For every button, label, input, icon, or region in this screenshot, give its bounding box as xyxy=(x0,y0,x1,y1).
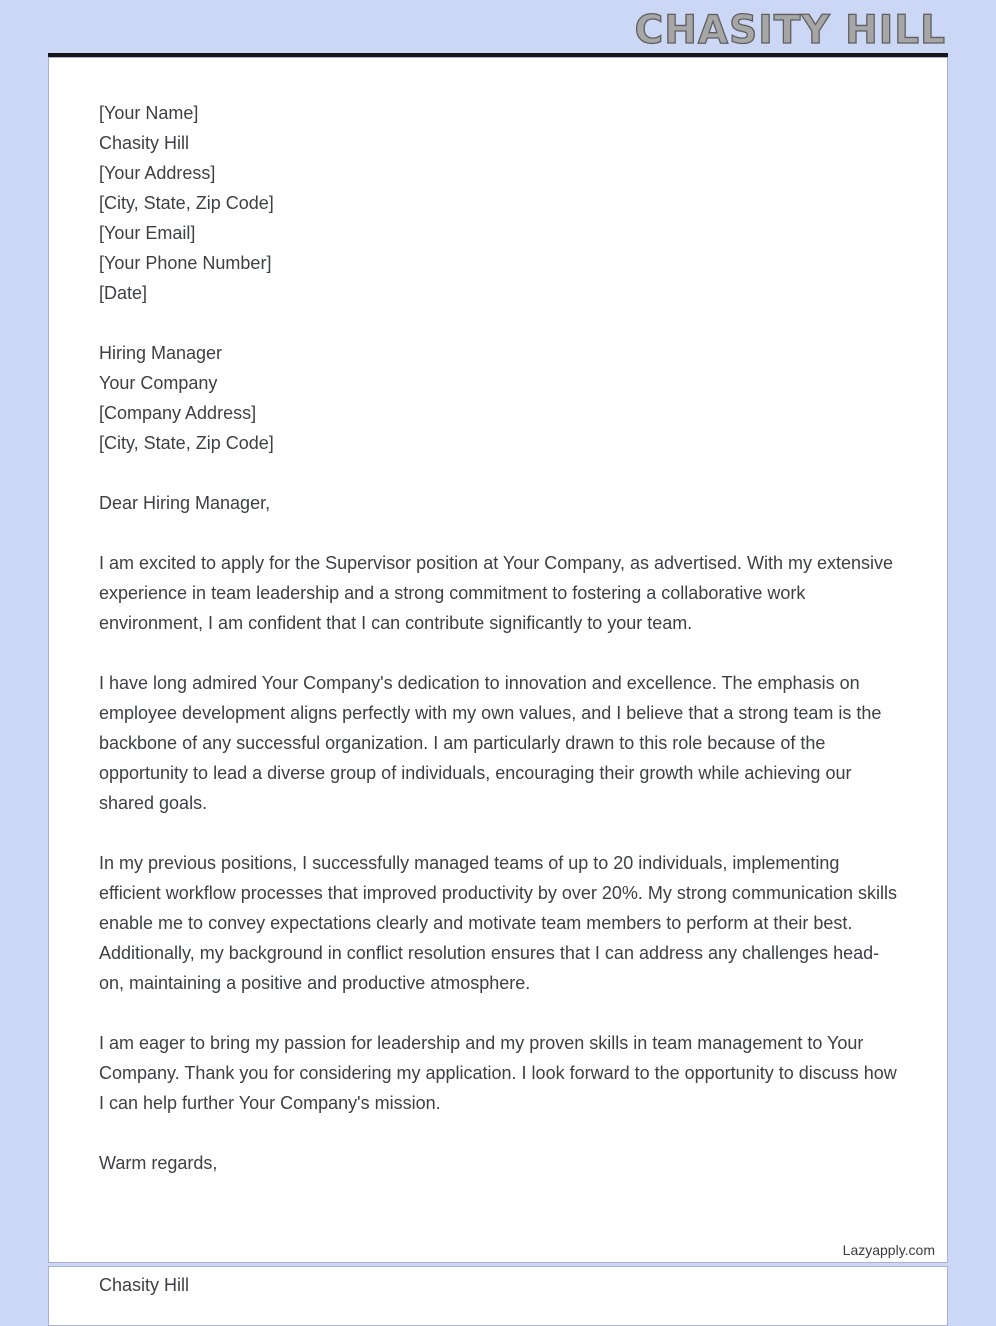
recipient-line: Your Company xyxy=(99,373,218,393)
sender-line: [Your Address] xyxy=(99,163,216,183)
sender-block xyxy=(99,98,897,308)
sender-line: [Your Email] xyxy=(99,223,196,243)
recipient-line: Hiring Manager xyxy=(99,343,223,363)
paragraph-2: I have long admired Your Company's dedication to innovation and excellence. The emphasis on employee development aligns perfectly with my own values, and I believe that a strong team is the backbone of any successful organization. I am particularly drawn to this role because of the opportunity to lead a diverse group of individuals, encouraging their growth while achieving our shared goals. xyxy=(99,673,882,813)
sender-line: [Your Phone Number] xyxy=(99,253,272,273)
paragraph-3: In my previous positions, I successfully managed teams of up to 20 individuals, implementing efficient workflow processes that improved productivity by over 20%. My strong communication skills enable me to convey expectations clearly and motivate team members to perform at their best. Additionally, my background in conflict resolution ensures that I can address any challenges head-on, maintaining a positive and productive atmosphere. xyxy=(99,853,897,993)
sender-line: [Your Name] xyxy=(99,103,199,123)
letter-page-1 xyxy=(48,57,948,1263)
letter-page-2 xyxy=(48,1266,948,1326)
recipient-line: [Company Address] xyxy=(99,403,257,423)
letter-body xyxy=(49,58,947,1178)
recipient-block xyxy=(99,338,897,458)
sender-line: Chasity Hill xyxy=(99,133,190,153)
salutation: Dear Hiring Manager, xyxy=(99,493,271,513)
paragraph-4: I am eager to bring my passion for leadership and my proven skills in team management to Your Company. Thank you for considering my application. I look forward to the opportunity to discuss how I can help further Your Company's mission. xyxy=(99,1033,897,1113)
paragraph-1: I am excited to apply for the Supervisor position at Your Company, as advertised. With my extensive experience in team leadership and a strong commitment to fostering a collaborative work environment, I am confident that I can contribute significantly to your team. xyxy=(99,553,894,633)
recipient-line: [City, State, Zip Code] xyxy=(99,433,274,453)
brand-title: CHASITY HILL xyxy=(634,8,946,53)
sender-line: [Date] xyxy=(99,283,148,303)
closing: Warm regards, xyxy=(99,1153,218,1173)
signature: Chasity Hill xyxy=(99,1275,190,1295)
letter-body-continued xyxy=(49,1267,947,1300)
watermark: Lazyapply.com xyxy=(842,1242,935,1258)
sender-line: [City, State, Zip Code] xyxy=(99,193,274,213)
